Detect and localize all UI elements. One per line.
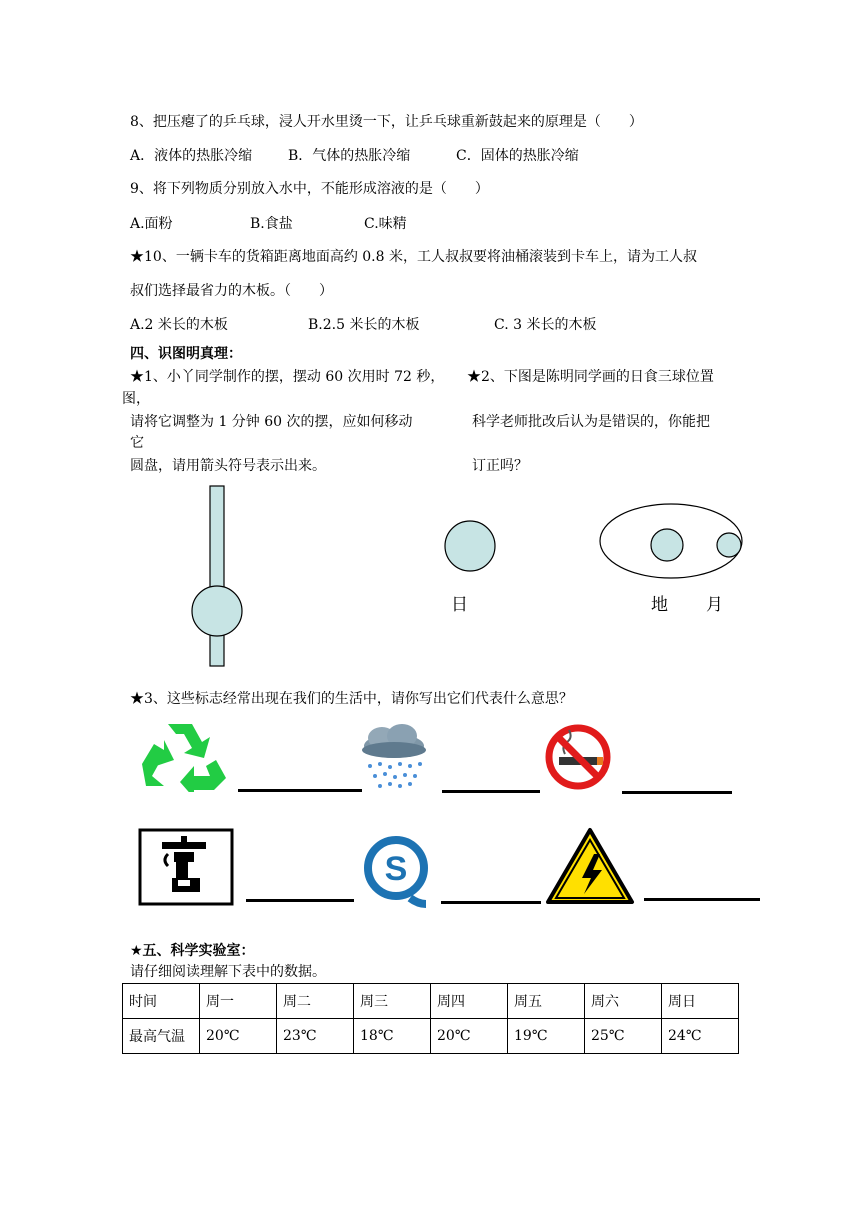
part-2-line-4: 订正吗？ bbox=[472, 458, 528, 474]
recycle-icon bbox=[136, 720, 228, 792]
question-10-option-b: B.2.5 米长的木板 bbox=[308, 317, 420, 333]
header-cell: 周日 bbox=[662, 984, 739, 1019]
question-9-option-b: B.食盐 bbox=[250, 216, 293, 232]
part-1-line-4: 圆盘，请用箭头符号表示出来。 bbox=[130, 458, 326, 474]
faucet-icon bbox=[138, 828, 234, 906]
part-1-line-1: ★1、小丫同学制作的摆，摆动 60 次用时 72 秒， bbox=[130, 369, 445, 385]
part-2-line-3: 科学老师批改后认为是错误的，你能把 bbox=[472, 414, 710, 430]
header-cell: 时间 bbox=[123, 984, 200, 1019]
pendulum-rod bbox=[210, 486, 224, 666]
question-8-option-c: C．固体的热胀冷缩 bbox=[456, 148, 579, 164]
question-10-line-2: 叔们选择最省力的木板。（ ） bbox=[130, 283, 333, 299]
answer-blank-4[interactable] bbox=[246, 899, 354, 902]
quality-s-icon bbox=[360, 834, 434, 908]
earth-ball bbox=[651, 529, 683, 561]
temperature-cell: 23℃ bbox=[277, 1019, 354, 1054]
answer-blank-5[interactable] bbox=[441, 901, 541, 904]
earth-label: 地 bbox=[651, 595, 668, 615]
temperature-cell: 20℃ bbox=[200, 1019, 277, 1054]
question-9-option-c: C.味精 bbox=[364, 216, 407, 232]
part-2-line-1: ★2、下图是陈明同学画的日食三球位置 bbox=[467, 369, 714, 385]
question-10-line-1: ★10、一辆卡车的货箱距离地面高约 0.8 米，工人叔叔要将油桶滚装到卡车上，请为工人叔 bbox=[130, 249, 697, 265]
sun-label: 日 bbox=[451, 595, 468, 615]
question-8-option-b: B．气体的热胀冷缩 bbox=[288, 148, 411, 164]
question-8-option-a: A．液体的热胀冷缩 bbox=[130, 148, 253, 164]
header-cell: 周一 bbox=[200, 984, 277, 1019]
sun-ball bbox=[442, 518, 498, 574]
answer-blank-6[interactable] bbox=[644, 898, 760, 901]
table-intro: 请仔细阅读理解下表中的数据。 bbox=[130, 964, 326, 980]
moon-ball bbox=[717, 533, 741, 557]
header-cell: 周二 bbox=[277, 984, 354, 1019]
part-3-prompt: ★3、这些标志经常出现在我们的生活中，请你写出它们代表什么意思？ bbox=[130, 691, 573, 707]
section-5-heading: ★五、科学实验室： bbox=[130, 943, 255, 959]
question-9: 9、将下列物质分别放入水中，不能形成溶液的是（ ） bbox=[130, 181, 489, 197]
header-cell: 周三 bbox=[354, 984, 431, 1019]
no-smoking-icon bbox=[539, 724, 617, 790]
temperature-cell: 18℃ bbox=[354, 1019, 431, 1054]
section-4-heading: 四、识图明真理： bbox=[130, 346, 242, 362]
high-voltage-icon bbox=[544, 826, 636, 908]
answer-blank-2[interactable] bbox=[442, 790, 540, 793]
answer-blank-1[interactable] bbox=[238, 789, 362, 792]
table-row bbox=[123, 1019, 739, 1054]
temperature-table bbox=[122, 983, 739, 1054]
part-2-line-2: 图， bbox=[122, 391, 150, 407]
row-label-cell: 最高气温 bbox=[123, 1019, 200, 1054]
part-1-line-2: 请将它调整为 1 分钟 60 次的摆，应如何移动 bbox=[130, 414, 413, 430]
question-8: 8、把压瘪了的乒乓球，浸人开水里烫一下，让乒乓球重新鼓起来的原理是（ ） bbox=[130, 114, 643, 130]
svg-text:S: S bbox=[384, 850, 408, 888]
part-1-line-3: 它 bbox=[130, 435, 144, 451]
orbit-diagram bbox=[598, 502, 748, 582]
temperature-cell: 20℃ bbox=[431, 1019, 508, 1054]
header-cell: 周四 bbox=[431, 984, 508, 1019]
table-header-row bbox=[123, 984, 739, 1019]
pendulum-disc bbox=[192, 586, 242, 636]
question-10-option-a: A.2 米长的木板 bbox=[130, 317, 228, 333]
temperature-cell: 19℃ bbox=[508, 1019, 585, 1054]
question-10-option-c: C. 3 米长的木板 bbox=[494, 317, 597, 333]
pendulum-diagram bbox=[185, 484, 245, 670]
answer-blank-3[interactable] bbox=[622, 791, 732, 794]
header-cell: 周六 bbox=[585, 984, 662, 1019]
temperature-cell: 25℃ bbox=[585, 1019, 662, 1054]
header-cell: 周五 bbox=[508, 984, 585, 1019]
rain-cloud-icon bbox=[356, 720, 432, 792]
question-9-option-a: A.面粉 bbox=[130, 216, 173, 232]
temperature-cell: 24℃ bbox=[662, 1019, 739, 1054]
moon-label: 月 bbox=[706, 595, 723, 615]
